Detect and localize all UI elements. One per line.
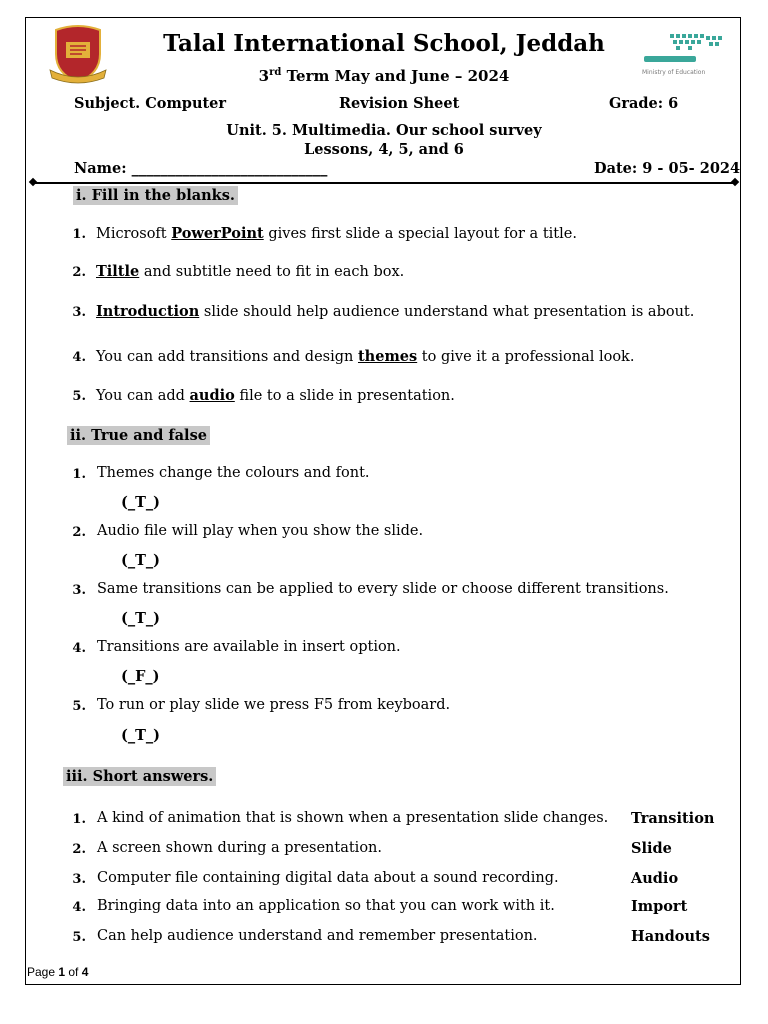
tf-answer: (_T_) xyxy=(121,727,161,744)
subject-label: Subject. Computer xyxy=(74,95,227,112)
short-question: A screen shown during a presentation. xyxy=(97,840,382,856)
tf-answer: (_F_) xyxy=(121,668,160,685)
item-number: 1. xyxy=(72,467,86,482)
fill-question: Introduction slide should help audience understand what presentation is about. xyxy=(96,303,695,320)
item-number: 2. xyxy=(72,525,86,540)
tf-answer: (_T_) xyxy=(121,552,161,569)
section-fill-title: i. Fill in the blanks. xyxy=(73,186,238,205)
item-number: 3. xyxy=(72,872,86,887)
fill-question: Tiltle and subtitle need to fit in each box. xyxy=(96,263,405,280)
item-number: 1. xyxy=(72,227,86,242)
tf-question: Same transitions can be applied to every slide or choose different transitions. xyxy=(97,581,669,597)
fill-question: Microsoft PowerPoint gives first slide a special layout for a title. xyxy=(96,225,577,242)
short-answer: Handouts xyxy=(631,928,710,945)
short-answer: Import xyxy=(631,898,688,915)
fill-answer: audio xyxy=(189,387,235,404)
school-title: Talal International School, Jeddah xyxy=(163,30,605,57)
item-number: 5. xyxy=(72,930,86,945)
item-number: 5. xyxy=(72,699,86,714)
name-field: Name: ___________________________ xyxy=(74,160,328,177)
fill-answer: Tiltle xyxy=(96,263,140,280)
short-answer: Transition xyxy=(631,810,715,827)
sheet-title: Revision Sheet xyxy=(339,95,460,112)
term-ordinal: rd xyxy=(269,67,282,78)
item-number: 4. xyxy=(72,350,86,365)
page-number: 1 xyxy=(58,965,66,979)
short-question: Can help audience understand and remember presentation. xyxy=(97,928,538,944)
ministry-label: Ministry of Education xyxy=(642,69,706,76)
item-number: 5. xyxy=(72,389,86,404)
short-question: A kind of animation that is shown when a presentation slide changes. xyxy=(97,810,609,826)
short-answer: Audio xyxy=(631,870,679,887)
fill-question: You can add audio file to a slide in presentation. xyxy=(96,387,455,404)
short-question: Bringing data into an application so that you can work with it. xyxy=(97,898,555,914)
page-footer: Page 1 of 4 xyxy=(27,965,89,979)
item-number: 4. xyxy=(72,900,86,915)
item-number: 3. xyxy=(72,583,86,598)
term-line xyxy=(0,67,768,85)
fill-answer: PowerPoint xyxy=(171,225,264,242)
tf-question: To run or play slide we press F5 from keyboard. xyxy=(97,697,451,713)
section-short-answers-title: iii. Short answers. xyxy=(63,767,216,786)
tf-question: Transitions are available in insert option. xyxy=(97,639,401,655)
fill-question: You can add transitions and design themes to give it a professional look. xyxy=(96,348,635,365)
short-question: Computer file containing digital data about a sound recording. xyxy=(97,870,559,886)
tf-question: Themes change the colours and font. xyxy=(97,465,370,481)
tf-answer: (_T_) xyxy=(121,494,161,511)
header-divider xyxy=(33,182,735,184)
item-number: 1. xyxy=(72,812,86,827)
page-total: 4 xyxy=(81,965,89,979)
fill-answer: themes xyxy=(357,348,418,365)
term-text: Term May and June – 2024 xyxy=(281,67,510,85)
item-number: 3. xyxy=(72,305,86,320)
term-number: 3 xyxy=(258,67,270,85)
lessons-line: Lessons, 4, 5, and 6 xyxy=(304,141,464,158)
grade-label: Grade: 6 xyxy=(609,95,679,112)
date-label: Date: 9 - 05- 2024 xyxy=(594,160,741,177)
tf-question: Audio file will play when you show the slide. xyxy=(97,523,424,539)
tf-answer: (_T_) xyxy=(121,610,161,627)
section-true-false-title: ii. True and false xyxy=(67,426,210,445)
item-number: 4. xyxy=(72,641,86,656)
short-answer: Slide xyxy=(631,840,672,857)
fill-answer: Introduction xyxy=(96,303,200,320)
item-number: 2. xyxy=(72,842,86,857)
item-number: 2. xyxy=(72,265,86,280)
unit-line: Unit. 5. Multimedia. Our school survey xyxy=(226,122,542,139)
